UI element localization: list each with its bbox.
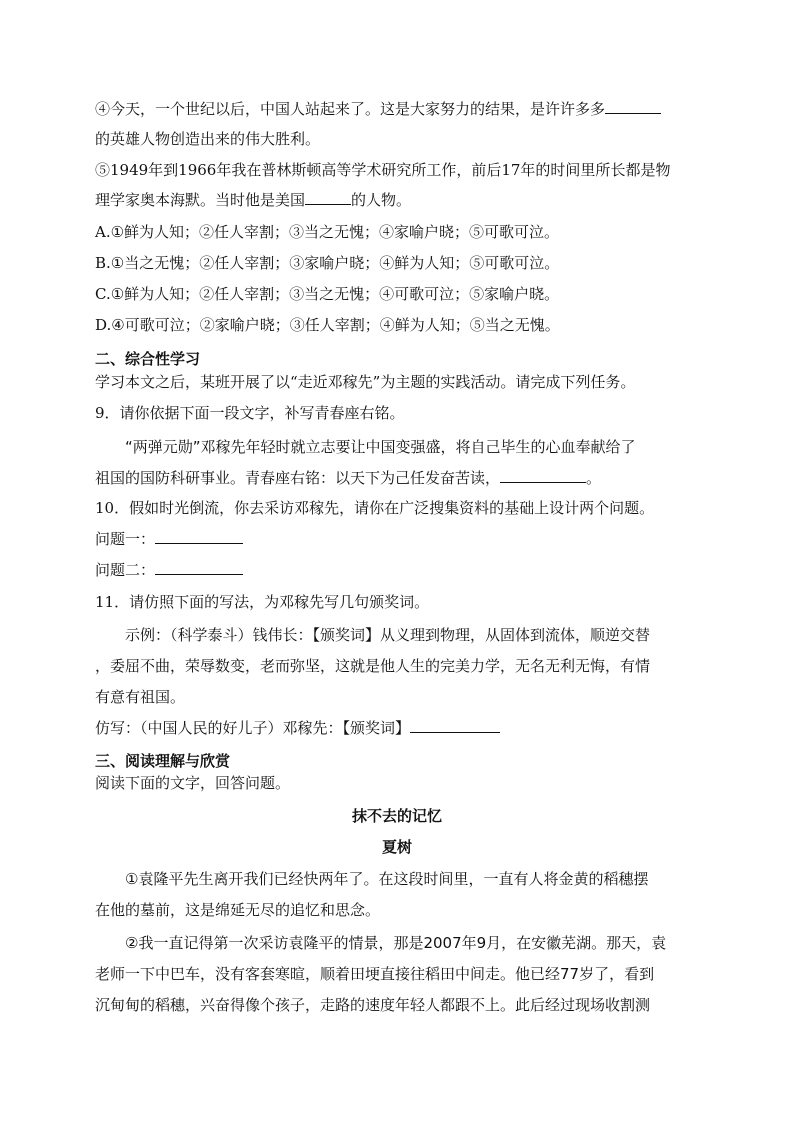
sentence-4-line-2: 的英雄人物创造出来的伟大胜利。: [95, 130, 321, 148]
option-d[interactable]: D.④可歌可泣；②家喻户晓；③任人宰割；④鲜为人知；⑤当之无愧。: [95, 316, 560, 334]
question-11-example-line-1: 示例：（科学泰斗）钱伟长：【颁奖词】从义理到物理，从固体到流体，顺逆交替: [125, 626, 651, 644]
award-speech-blank[interactable]: [410, 718, 500, 733]
question-9-passage-line-2: [95, 468, 601, 488]
option-c[interactable]: C.①鲜为人知；②任人宰割；③当之无愧；④可歌可泣；⑤家喻户晓。: [95, 285, 560, 303]
paragraph-1-line-1: ①袁隆平先生离开我们已经快两年了。在这段时间里，一直有人将金黄的稻穗摆: [125, 870, 649, 888]
option-b[interactable]: B.①当之无愧；②任人宰割；③家喻户晓；④鲜为人知；⑤可歌可泣。: [95, 254, 560, 272]
section-2-intro: 学习本文之后，某班开展了以“走近邓稼先”为主题的实践活动。请完成下列任务。: [95, 373, 636, 391]
article-author: 夏树: [381, 838, 412, 856]
fill-blank-5[interactable]: [305, 190, 351, 205]
article-title: 抹不去的记忆: [351, 807, 442, 825]
question-11-imitate: [95, 718, 500, 738]
question-11-example-line-2: ，委屈不曲，荣辱数变，老而弥坚，这就是他人生的完美力学，无名无利无悔，有情: [95, 657, 651, 675]
section-2-heading: 二、综合性学习: [95, 350, 201, 368]
motto-answer-blank[interactable]: [500, 468, 586, 483]
question-11-example-line-3: 有意有祖国。: [95, 688, 186, 706]
question-10-item-2: [95, 560, 243, 580]
sentence-4-line-1: [95, 99, 661, 119]
motto-end-mark: 。: [586, 469, 602, 487]
paragraph-1-line-2: 在他的墓前，这是绵延无尽的追忆和思念。: [95, 901, 381, 919]
question-9: 9．请你依据下面一段文字，补写青春座右铭。: [95, 404, 405, 422]
paragraph-2-line-3: 沉甸甸的稻穗，兴奋得像个孩子，走路的速度年轻人都跟不上。此后经过现场收割测: [95, 996, 651, 1014]
sentence-5-text-a: 理学家奥本海默。当时他是美国: [95, 191, 306, 209]
paragraph-2-line-2: 老师一下中巴车，没有客套寒暄，顺着田埂直接往稻田中间走。他已经77岁了，看到: [95, 965, 655, 983]
option-a[interactable]: A.①鲜为人知；②任人宰割；③当之无愧；④家喻户晓；⑤可歌可泣。: [95, 223, 560, 241]
imitate-prompt: 仿写：（中国人民的好儿子）邓稼先：【颁奖词】: [95, 719, 411, 737]
section-3-intro: 阅读下面的文字，回答问题。: [95, 774, 291, 792]
question-two-label: 问题二：: [95, 561, 156, 579]
section-3-heading: 三、阅读理解与欣赏: [95, 752, 231, 770]
question-9-passage-line-1: “两弹元勋”邓稼先年轻时就立志要让中国变强盛，将自己毕生的心血奉献给了: [125, 438, 636, 456]
sentence-4-text: ④今天，一个世纪以后，中国人站起来了。这是大家努力的结果，是许许多多: [95, 100, 606, 118]
question-one-blank[interactable]: [155, 529, 243, 544]
motto-prompt: 祖国的国防科研事业。青春座右铭：以天下为己任发奋苦读，: [95, 469, 501, 487]
sentence-5-line-1: ⑤1949年到1966年我在普林斯顿高等学术研究所工作，前后17年的时间里所长都是物: [95, 161, 671, 179]
sentence-5-text-b: 的人物。: [351, 191, 412, 209]
question-10: 10．假如时光倒流，你去采访邓稼先，请你在广泛搜集资料的基础上设计两个问题。: [95, 499, 655, 517]
question-11: 11．请仿照下面的写法，为邓稼先写几句颁奖词。: [95, 593, 430, 611]
question-10-item-1: [95, 529, 243, 549]
paragraph-2-line-1: ②我一直记得第一次采访袁隆平的情景，那是2007年9月，在安徽芜湖。那天，袁: [125, 934, 667, 952]
fill-blank-4[interactable]: [605, 99, 661, 114]
question-two-blank[interactable]: [155, 560, 243, 575]
sentence-5-line-2: [95, 190, 411, 210]
question-one-label: 问题一：: [95, 530, 156, 548]
